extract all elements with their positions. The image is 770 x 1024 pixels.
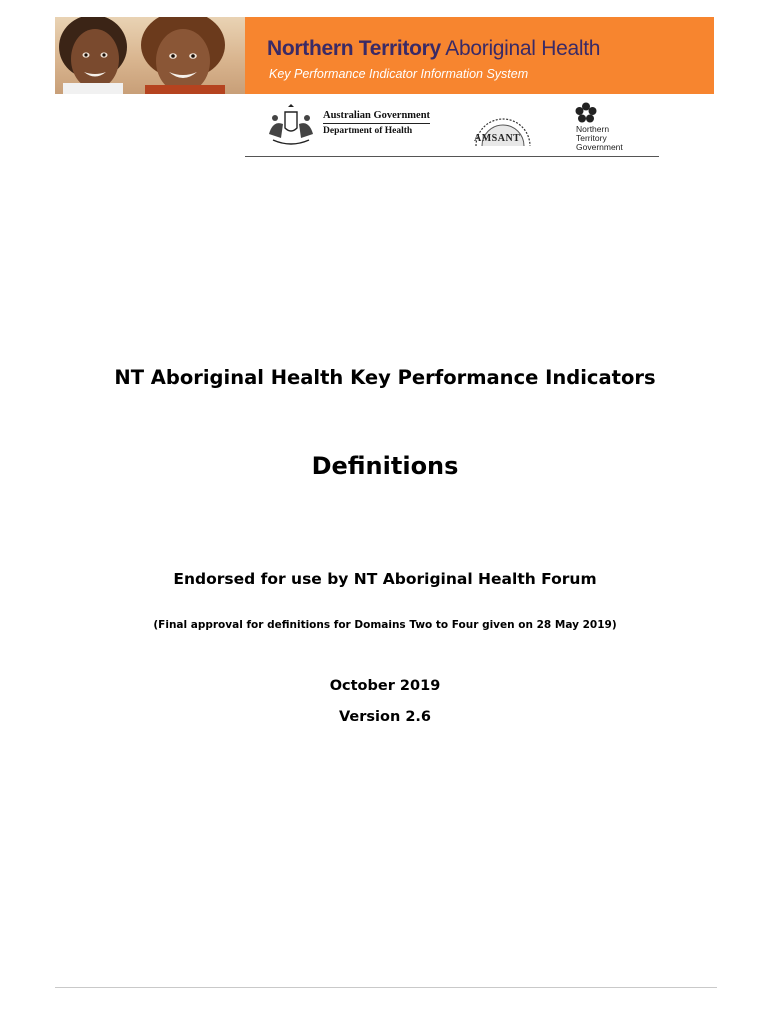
amsant-logo: AMSANT bbox=[474, 133, 521, 144]
ntg-line3: Government bbox=[576, 142, 623, 152]
aus-gov-line1: Australian Government bbox=[323, 110, 430, 124]
nt-government-flower-icon bbox=[575, 102, 597, 124]
coat-of-arms-icon bbox=[263, 104, 319, 148]
approval-note: (Final approval for definitions for Domains Two to Four given on 28 May 2019) bbox=[153, 619, 617, 631]
ntg-line2: Territory bbox=[576, 133, 607, 143]
partner-logos bbox=[245, 96, 659, 157]
banner-title: Northern Territory Aboriginal Health bbox=[267, 37, 601, 60]
banner-subtitle: Key Performance Indicator Information System bbox=[269, 67, 529, 81]
document-title: NT Aboriginal Health Key Performance Indicators bbox=[114, 366, 656, 389]
aus-gov-line2: Department of Health bbox=[323, 126, 413, 136]
ntg-line1: Northern bbox=[576, 124, 610, 134]
document-date: October 2019 bbox=[329, 678, 441, 694]
document-version: Version 2.6 bbox=[338, 709, 432, 725]
document-heading: Definitions bbox=[311, 452, 459, 480]
endorsement-line: Endorsed for use by NT Aboriginal Health Forum bbox=[173, 570, 597, 588]
australian-government-logo bbox=[323, 110, 430, 136]
nt-government-logo bbox=[576, 125, 623, 152]
header-banner bbox=[55, 17, 714, 94]
children-photo bbox=[55, 17, 245, 94]
footer-divider bbox=[55, 987, 717, 988]
